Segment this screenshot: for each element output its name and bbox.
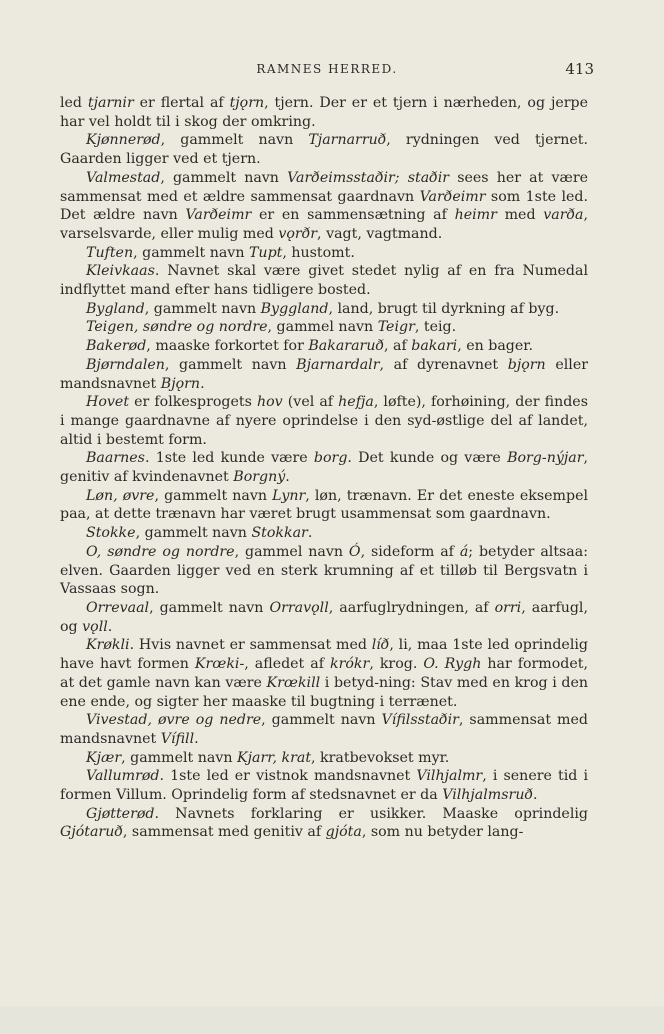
paragraph: Tuften, gammelt navn Tupt, hustomt. bbox=[86, 244, 355, 261]
paragraph: Vivestad, øvre og nedre, gammelt navn Vífilsstaðir, sammensat med mandsnavnet Vífill. bbox=[60, 712, 588, 747]
header-title: RAMNES HERRED. bbox=[256, 62, 398, 76]
page-bottom-edge bbox=[0, 1006, 664, 1034]
paragraph: Hovet er folkesprogets hov (vel af hefja, løfte), forhøining, der findes i mange gaardnavne af nyere oprindelse i den syd-østlige del af landet, altid i bestemt form. bbox=[60, 394, 588, 448]
paragraph: Vallumrød. 1ste led er vistnok mandsnavnet Vilhjalmr, i senere tid i formen Villum. Oprindelig form af stedsnavnet er da Vilhjalmsruð. bbox=[60, 768, 588, 804]
paragraph: Stokke, gammelt navn Stokkar. bbox=[86, 525, 313, 542]
page-number: 413 bbox=[565, 60, 594, 78]
paragraph: Valmestad, gammelt navn Varðeimsstaðir; staðir sees her at være sammensat med et ældre sammensat gaardnavn Varðeimr som 1ste led. Det ældre navn Varðeimr er en sammensætning af heimr med varða, varselsvarde, eller mulig med vǫrðr, vagt, vagtmand. bbox=[60, 169, 588, 242]
paragraph: O, søndre og nordre, gammel navn Ó, sideform af á; betyder altsaa: elven. Gaarden ligger ved en sterk krumning af et tilløb til Bergsvatn i Vassaas sogn. bbox=[60, 543, 588, 598]
paragraph: Bakerød, maaske forkortet for Bakararuð, af bakari, en bager. bbox=[86, 338, 534, 355]
paragraph: Krøkli. Hvis navnet er sammensat med líð, li, maa 1ste led oprindelig have havt formen Krœki-, afledet af krókr, krog. O. Rygh har formodet, at det gamle navn kan være Krœkill i betyd-ning: Stav med en krog i den ene ende, og sigter her maaske til bugtning i terrænet. bbox=[60, 637, 589, 710]
paragraph: Teigen, søndre og nordre, gammel navn Teigr, teig. bbox=[86, 319, 457, 336]
paragraph: Baarnes. 1ste led kunde være borg. Det kunde og være Borg-nýjar, genitiv af kvindenavnet Borgný. bbox=[60, 450, 588, 486]
paragraph: led tjarnir er flertal af tjǫrn, tjern. Der er et tjern i nærheden, og jerpe har vel holdt til i skog der omkring. bbox=[60, 95, 589, 130]
body-text bbox=[60, 94, 588, 842]
running-header bbox=[60, 58, 594, 78]
paragraph: Løn, øvre, gammelt navn Lynr, løn, trænavn. Er det eneste eksempel paa, at dette trænavn har været brugt usammensat som gaardnavn. bbox=[60, 487, 589, 523]
paragraph: Orrevaal, gammelt navn Orravǫll, aarfuglrydningen, af orri, aarfugl, og vǫll. bbox=[60, 599, 588, 635]
paragraph: Kjønnerød, gammelt navn Tjarnarruð, rydningen ved tjernet. Gaarden ligger ved et tjern. bbox=[60, 132, 588, 168]
paragraph: Bygland, gammelt navn Byggland, land, brugt til dyrkning af byg. bbox=[86, 300, 560, 317]
paragraph: Kjær, gammelt navn Kjarr, krat, kratbevokset myr. bbox=[86, 749, 450, 766]
paragraph: Bjørndalen, gammelt navn Bjarnardalr, af dyrenavnet bjǫrn eller mandsnavnet Bjǫrn. bbox=[60, 356, 588, 392]
paragraph: Gjøtterød. Navnets forklaring er usikker. Maaske oprindelig Gjótaruð, sammensat med genitiv af gjóta, som nu betyder lang- bbox=[60, 805, 588, 841]
paragraph: Kleivkaas. Navnet skal være givet stedet nylig af en fra Numedal indflyttet mand efter hans tidligere bosted. bbox=[60, 263, 588, 299]
